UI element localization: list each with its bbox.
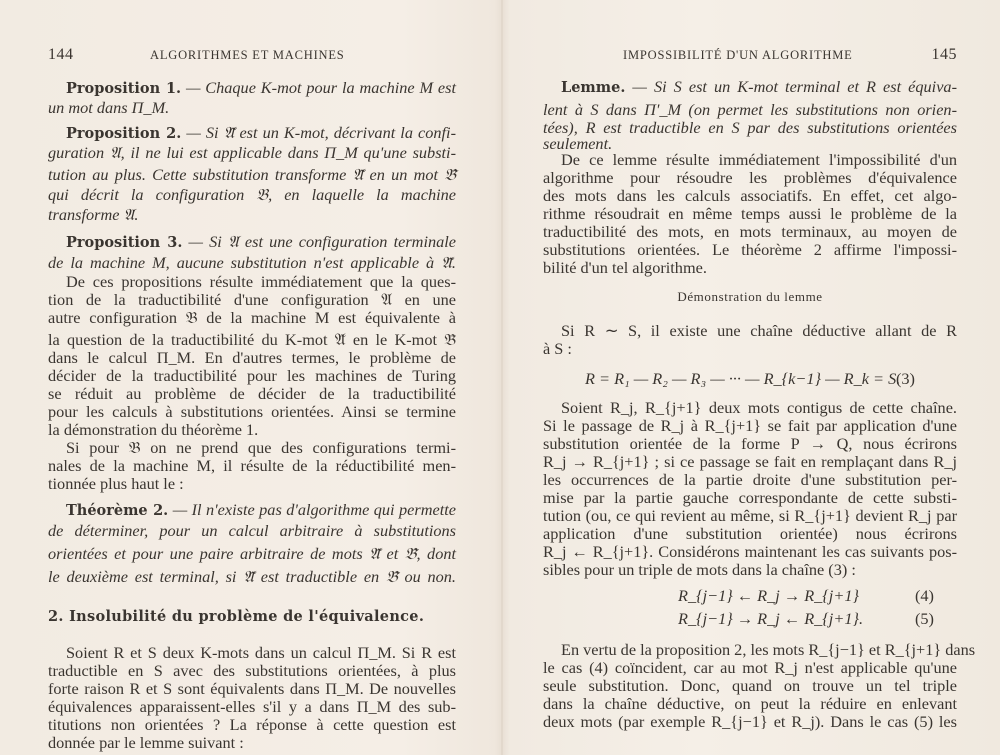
text-line: équivalences apparaissent-elles s'il y a dans Π_M des sub- [48, 697, 456, 716]
text-line: pour les calculs à substitutions orientées. Ainsi se termine [48, 402, 456, 421]
text-line: deux mots (par exemple R_{j−1} et R_j). Dans le cas (5) les [543, 712, 957, 731]
text-line: rithme résoudrait en même temps aussi le problème de la [543, 204, 957, 223]
section-heading-demonstration: Démonstration du lemme [677, 289, 823, 304]
theorem-2: Théorème 2. — Il n'existe pas d'algorithme qui permette [66, 500, 456, 519]
text-line: orientées et pour une paire arbitraire de mots 𝔄̃ et 𝔅̃, dont [48, 544, 456, 563]
text-line: traductibilité des mots, en mots terminaux, au moyen de [543, 222, 957, 241]
text-line: guration 𝔄, il ne lui est applicable dans Π_M qu'une substi- [48, 143, 456, 162]
text-line: tées), R est traductible en S par des substitutions orientées [543, 118, 957, 137]
equation-5: R_{j−1} → R_j ← R_{j+1}. [678, 609, 864, 628]
text-line: qui décrit la configuration 𝔅, en laquelle la machine [48, 185, 456, 204]
text-line: Si pour 𝔅 on ne prend que des configurations termi- [66, 438, 456, 457]
text-line: nales de la machine M, il résulte de la réductibilité men- [48, 456, 456, 475]
text-line: transforme 𝔄. [48, 205, 139, 224]
equation-4: R_{j−1} ← R_j → R_{j+1} [678, 586, 859, 605]
text-line: le cas (4) coïncident, car au mot R_j n'est applicable qu'une [543, 658, 957, 677]
text-line: forte raison R et S sont équivalents dans Π_M. De nouvelles [48, 679, 456, 698]
text-line: Soient R et S deux K-mots dans un calcul Π_M. Si R est [66, 643, 456, 662]
running-head-title-right: IMPOSSIBILITÉ D'UN ALGORITHME [623, 48, 853, 62]
text-line: sibles pour un triple de mots dans la chaîne (3) : [543, 560, 856, 579]
text-line: substitutions orientées. Le théorème 2 affirme l'impossi- [543, 240, 957, 259]
book-gutter [501, 0, 503, 755]
text-line: De ces propositions résulte immédiatement que la ques- [66, 272, 456, 291]
equation-3: R = R₁ — R₂ — R₃ — ··· — R_{k−1} — R_k = S. [585, 369, 901, 388]
text-line: dans la chaîne déductive, on peut la réduire en enlevant [543, 694, 957, 713]
text-line: R_j → R_{j+1} ; si ce passage se fait en remplaçant dans R_j [543, 452, 957, 471]
text-line: la démonstration du théorème 1. [48, 420, 259, 439]
text-line: de la machine M, aucune substitution n'est applicable à 𝔄̃. [48, 253, 456, 272]
proposition-2: Proposition 2. — Si 𝔄̃ est un K-mot, décrivant la confi- [66, 123, 456, 142]
text-line: les occurrences de la partie droite d'une substitution per- [543, 470, 957, 489]
equation-number-5: (5) [915, 609, 934, 628]
equation-number-3: (3) [896, 369, 915, 388]
text-line: donnée par le lemme suivant : [48, 733, 244, 752]
text-line: décider de la traductibilité pour les machines de Turing [48, 366, 456, 385]
proposition-3: Proposition 3. — Si 𝔄 est une configuration terminale [66, 232, 456, 251]
text-line: substitution orientée de la forme P → Q, nous écrirons [543, 434, 957, 453]
text-line: de déterminer, pour un calcul arbitraire à substitutions [48, 521, 456, 540]
section-heading-2: 2. Insolubilité du problème de l'équivalence. [48, 608, 425, 625]
running-head-title-left: ALGORITHMES ET MACHINES [150, 48, 345, 62]
lemma: Lemme. — Si S est un K-mot terminal et R est équiva- [561, 77, 957, 96]
text-line: autre configuration 𝔅 de la machine M est équivalente à [48, 308, 456, 327]
text-line: R_j ← R_{j+1}. Considérons maintenant les cas suivants pos- [543, 542, 957, 561]
text-line: bilité d'un tel algorithme. [543, 258, 707, 277]
text-line: à S : [543, 339, 572, 358]
text-line: seule substitution. Donc, quand on trouve un tel triple [543, 676, 957, 695]
text-line: un mot dans Π_M. [48, 98, 170, 117]
text-line: titutions non orientées ? La réponse à cette question est [48, 715, 456, 734]
text-line: la question de la traductibilité du K-mot 𝔄̃ en le K-mot 𝔅̃ [48, 330, 456, 349]
page-number-right: 145 [931, 46, 957, 63]
equation-number-4: (4) [915, 586, 934, 605]
text-line: application d'une substitution orientée) nous écrirons [543, 524, 957, 543]
text-line: En vertu de la proposition 2, les mots R_{j−1} et R_{j+1} dans [561, 640, 976, 659]
text-line: tionnée plus haut le : [48, 474, 184, 493]
text-line: De ce lemme résulte immédiatement l'impossibilité d'un [561, 150, 957, 169]
text-line: le deuxième est terminal, si 𝔄̃ est traductible en 𝔅̃ ou non. [48, 567, 456, 586]
text-line: lent à S dans Π'_M (on permet les substitutions non orien- [543, 100, 957, 119]
text-line: mise par la partie gauche correspondante de cette substi- [543, 488, 957, 507]
text-line: Soient R_j, R_{j+1} deux mots contigus de cette chaîne. [561, 398, 957, 417]
text-line: seulement. [543, 134, 613, 153]
text-line: des mots dans les calculs associatifs. En effet, cet algo- [543, 186, 957, 205]
text-line: Si R ∼ S, il existe une chaîne déductive allant de R [561, 321, 957, 340]
text-line: se réduit au problème de décider de la traductibilité [48, 384, 456, 403]
page-number-left: 144 [48, 46, 74, 63]
text-line: tion de la traductibilité d'une configuration 𝔄 en une [48, 290, 456, 309]
text-line: Si le passage de R_j à R_{j+1} se fait par application d'une [543, 416, 957, 435]
text-line: tution (ou, ce qui revient au même, si R_{j+1} devient R_j par [543, 506, 957, 525]
text-line: algorithme pour résoudre les problèmes d'équivalence [543, 168, 957, 187]
proposition-1: Proposition 1. — Chaque K-mot pour la machine M est [66, 78, 456, 97]
text-line: dans le calcul Π_M. En d'autres termes, le problème de [48, 348, 456, 367]
text-line: tution au plus. Cette substitution transforme 𝔄̃ en un mot 𝔅̃ [48, 165, 456, 184]
text-line: traductible en S avec des substitutions orientées, à plus [48, 661, 456, 680]
